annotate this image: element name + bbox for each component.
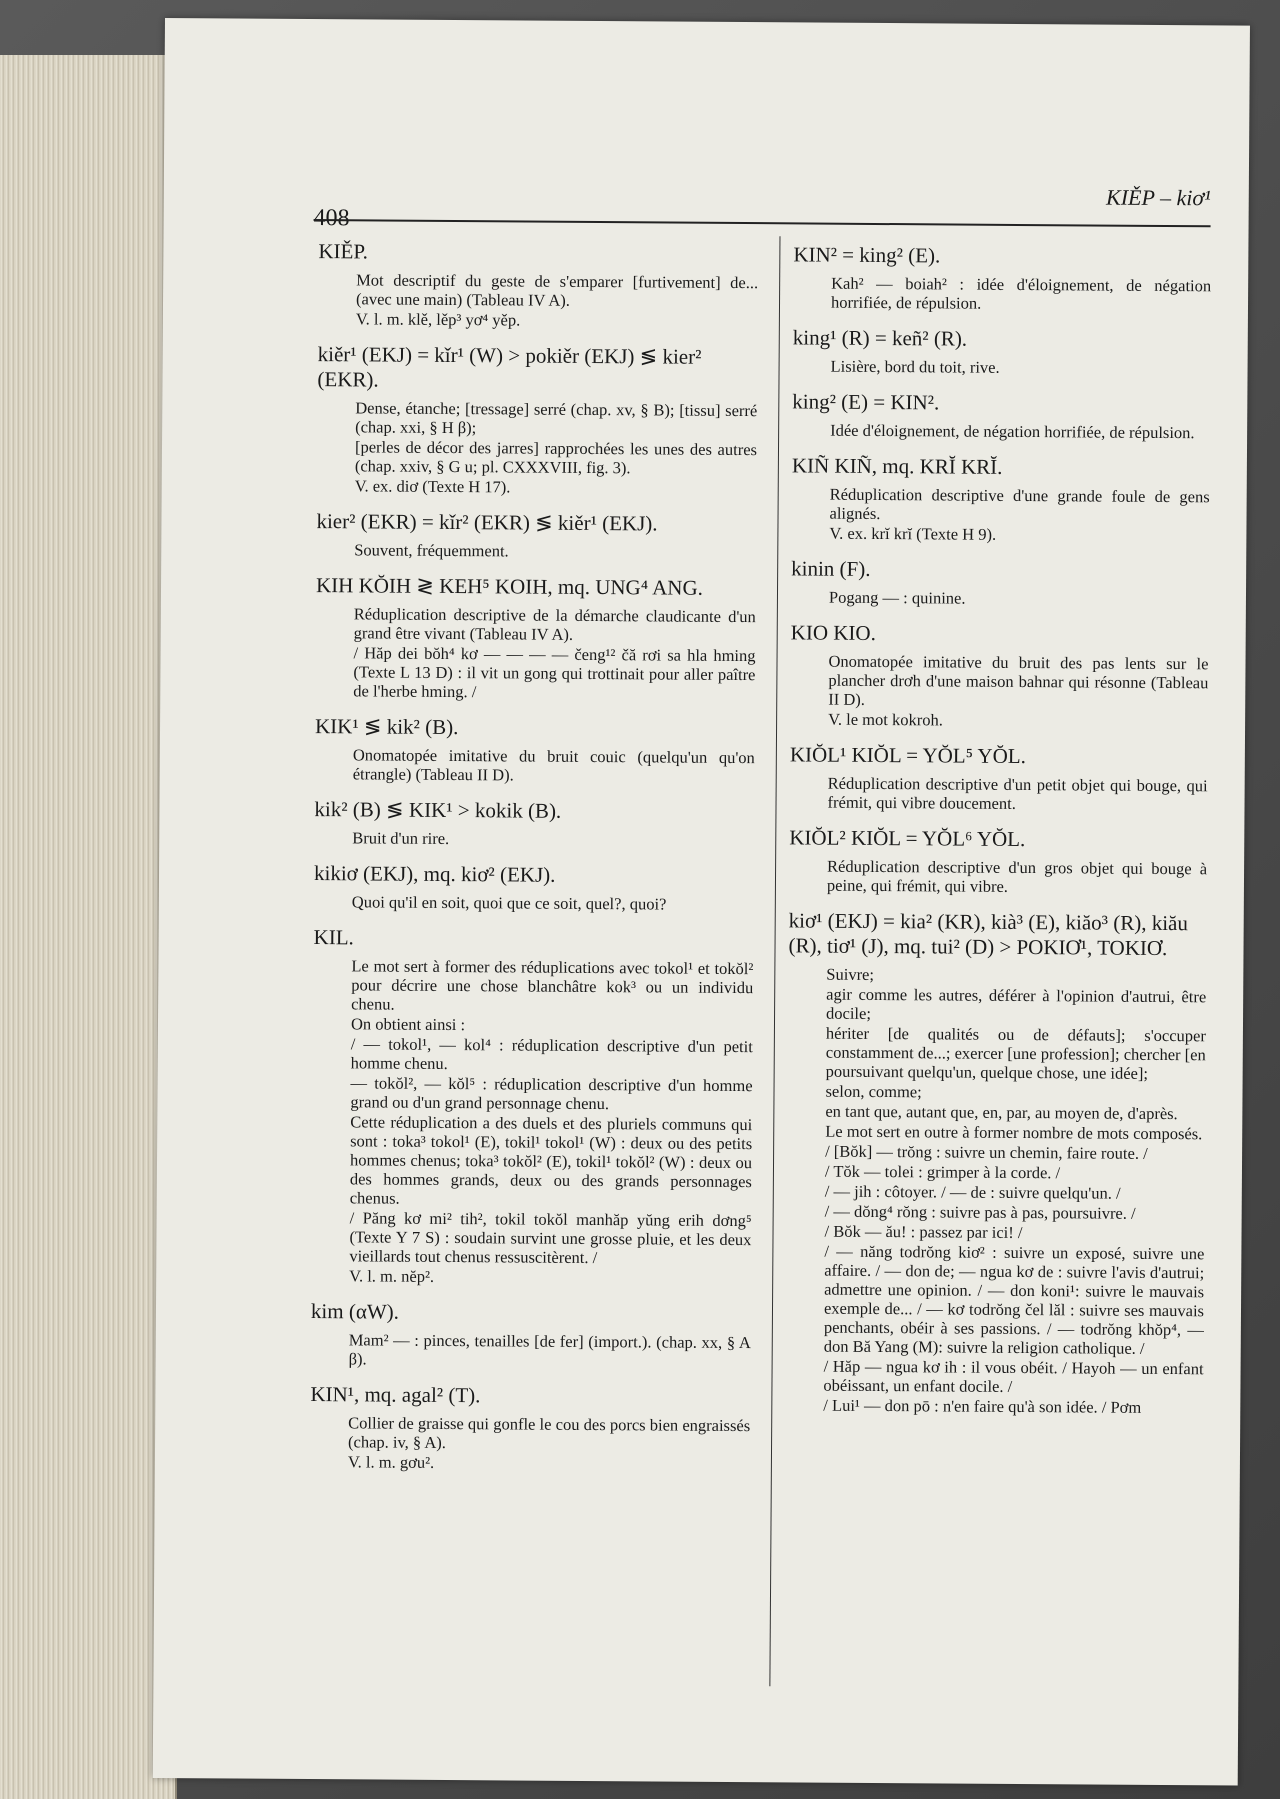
definition-line: / Hăp dei bŏh⁴ kơ — — — — čeng¹² čă rơi sa hla hming (Texte L 13 D) : il vit un gong qui trottinait pour aller paître de l'herbe hming. / [353,643,756,702]
column-divider [769,236,780,1686]
entry-headword: kier² (EKR) = kǐr² (EKR) ≶ kiěr¹ (EKJ). [316,509,658,536]
entry-definition [353,604,756,703]
definition-line: Réduplication descriptive d'un gros objet qui bouge à peine, qui frémit, qui vibre. [826,856,1208,896]
dictionary-entry [311,925,754,1288]
entry-definition [831,274,1211,315]
definition-line: Dense, étanche; [tressage] serré (chap. xv, § B); [tissu] serré (chap. xxi, § H β); [355,398,758,438]
definition-line: Suivre; [826,964,875,984]
entry-definition [348,1413,750,1474]
dictionary-entry [792,389,1210,442]
entry-headword: kik² (B) ≶ KIK¹ > kokik (B). [314,797,562,823]
definition-line: Onomatopée imitative du bruit des pas lents sur le plancher drơh d'une maison bahnar qui résonne (Tableau II D). [828,651,1209,709]
definition-line: Quoi qu'il en soit, quoi que ce soit, quel?, quoi? [351,892,667,914]
entry-definition [349,956,753,1288]
definition-line: / — jih : côtoyer. / — de : suivre quelqu'un. / [824,1181,1121,1203]
book-page [153,18,1250,1786]
entry-definition [827,857,1207,898]
definition-line: V. le mot kokroh. [828,709,943,730]
entry-headword: KIK¹ ≶ kik² (B). [314,714,459,740]
entry-headword: king² (E) = KIN². [792,389,940,415]
definition-line: Idée d'éloignement, de négation horrifiée, de répulsion. [830,420,1195,443]
definition-line: Réduplication descriptive d'une grande foule de gens alignés. [829,484,1210,524]
definition-line: Réduplication descriptive de la démarche claudicante d'un grand être vivant (Tableau IV A). [353,604,756,644]
entry-definition [827,774,1207,815]
entry-headword: king¹ (R) = keñ² (R). [792,325,968,351]
entry-definition [353,745,755,786]
definition-line: Mam² — : pinces, tenailles [de fer] (import.). (chap. xx, § A β). [348,1330,751,1369]
entry-headword: KIH KŎIH ≷ KEH⁵ KOIH, mq. UNG⁴ ANG. [315,573,703,600]
definition-line: / Bŏk — ău! : passez par ici! / [824,1221,1023,1243]
definition-line: V. ex. diơ (Texte H 17). [354,476,511,497]
definition-line: Le mot sert à former des réduplications avec tokol¹ et tokŏl² pour décrire une chose blanchâtre kok³ ou un individu chenu. [351,956,754,1014]
definition-line: en tant que, autant que, en, par, au moyen de, d'après. [825,1101,1178,1124]
entry-definition [354,540,756,562]
entry-headword: KIO KIO. [790,620,876,645]
entry-definition [831,357,1211,379]
definition-line: V. l. m. klě, lěp³ yơ⁴ yěp. [355,309,521,330]
entry-definition [829,588,1209,610]
header-rule [314,219,1211,227]
dictionary-entry [785,908,1207,1417]
entry-headword: kikiơ (EKJ), mq. kiơ² (EKJ). [313,861,556,887]
definition-line: / Păng kơ mi² tih², tokil tokŏl manhăp yŭng erih dơng⁵ (Texte Y 7 S) : soudain survint une grosse pluie, et les deux vieillards tout chenus ressuscitèrent. / [349,1208,752,1268]
right-column [785,242,1211,1431]
definition-line: Collier de graisse qui gonfle le cou des porcs bien engraissés (chap. iv, § A). [347,1413,751,1452]
definition-line: Pogang — : quinine. [828,587,966,608]
definition-line: Bruit d'un rire. [352,828,450,849]
dictionary-entry [310,1382,751,1474]
dictionary-entry [314,861,754,914]
definition-line: V. ex. krĭ krĭ (Texte H 9). [829,523,997,544]
definition-line: Souvent, fréquemment. [354,540,509,561]
definition-line: / — tokol¹, — kol⁴ : réduplication descriptive d'un petit homme chenu. [350,1034,753,1073]
definition-line: Réduplication descriptive d'un petit objet qui bouge, qui frémit, qui vibre doucement. [827,773,1208,813]
definition-line: hériter [de qualités ou de défauts]; s'occuper constamment de...; exercer [une profession]; chercher [en poursuivant quelqu'un, quelque chose, une idée]; [825,1023,1206,1083]
dictionary-entry [793,325,1211,378]
dictionary-entry [317,342,758,498]
entry-headword: kiơ¹ (EKJ) = kia² (KR), kià³ (E), kiăo³ (R), kiău (R), tiơ¹ (J), mq. tui² (D) > POKIƠ¹, TOKIƠ. [788,908,1189,961]
dictionary-entry [314,797,754,850]
book-page-edges [0,55,177,1799]
dictionary-entry [316,509,756,562]
dictionary-entry [789,742,1207,814]
dictionary-entry [315,714,755,786]
definition-line: Kah² — boiah² : idée d'éloignement, de négation horrifiée, de répulsion. [830,273,1212,313]
entry-headword: KIL. [313,925,354,950]
entry-headword: kinin (F). [791,556,871,581]
dictionary-entry [318,239,759,331]
entry-headword: kim (αW). [310,1299,400,1324]
definition-line: V. l. m. gơu². [347,1452,435,1472]
definition-line: / Tŏk — tolei : grimper à la corde. / [824,1161,1061,1183]
definition-line: — tokŏl², — kŏl⁵ : réduplication descriptive d'un homme grand ou d'un grand personnage chenu. [350,1073,753,1114]
entry-headword: KIN¹, mq. agal² (T). [310,1382,481,1408]
entry-definition [352,892,754,914]
dictionary-entry [790,620,1209,731]
dictionary-entry [311,1299,751,1371]
running-head: KIĚP – kiơ¹ [1105,184,1211,211]
dictionary-entry [315,573,756,703]
entry-definition [349,1330,751,1371]
entry-headword: KIN² = king² (E). [793,242,941,268]
left-column [310,239,759,1488]
entry-definition [830,421,1210,443]
definition-line: / — dŏng⁴ rŏng : suivre pas à pas, poursuivre. / [824,1201,1136,1223]
dictionary-entry [791,556,1209,609]
entry-headword: kiěr¹ (EKJ) = kǐr¹ (W) > pokiěr (EKJ) ≶ kier² (EKR). [317,342,702,392]
definition-line: / Lui¹ — don pō : n'en faire qu'à son idée. / Pơm [823,1395,1142,1417]
definition-line: V. l. m. nĕp². [349,1266,435,1286]
definition-line: Onomatopée imitative du bruit couic (quelqu'un qu'on étrangle) (Tableau II D). [352,745,755,785]
entry-definition [352,828,754,850]
entry-definition [828,652,1209,732]
entry-definition [355,398,758,498]
entry-headword: KIŎL¹ KIŎL = YŎL⁵ YŎL. [789,742,1026,769]
definition-line: Le mot sert en outre à former nombre de mots composés. [825,1121,1203,1144]
definition-line: Cette réduplication a des duels et des pluriels communs qui sont : toka³ tokol¹ (E), tokil¹ tokol¹ (W) : deux ou des petits hommes chenus; toka³ tokŏl² (E), tokil¹ tokŏl² (W) : deux ou des hommes grands, deux ou des grands personnages chenus. [349,1112,753,1208]
page-number: 408 [313,205,350,232]
entry-definition [829,485,1209,546]
definition-line: agir comme les autres, déférer à l'opinion d'autrui, être docile; [826,984,1207,1023]
definition-line: / [Bŏk] — trŏng : suivre un chemin, faire route. / [825,1141,1148,1163]
entry-definition [823,965,1206,1418]
entry-headword: KIĚP. [318,239,369,264]
entry-headword: KIŎL² KIŎL = YŎL⁶ YŎL. [789,825,1026,852]
entry-headword: KIÑ KIÑ, mq. KRĬ KRĬ. [791,453,1003,479]
definition-line: / Hăp — ngua kơ ih : il vous obéit. / Hayoh — un enfant obéissant, un enfant docile. / [823,1356,1204,1396]
dictionary-entry [789,825,1207,897]
dictionary-entry [793,242,1211,314]
definition-line: Lisière, bord du toit, rive. [830,356,1000,377]
definition-line: selon, comme; [825,1081,922,1102]
entry-definition [356,270,758,331]
definition-line: / — năng todrŏng kiơ² : suivre un exposé, suivre une affaire. / — don de; — ngua kơ de : suivre l'avis d'autrui; admettre une opinion. / — don koni¹: suivre le mauvais exemple de... / — kơ todrŏng čel lăl : suivre ses mauvais penchants, obéir à ses passions. / — todrŏng khŏp⁴, — don Bă Yang (M): suivre la religion catholique. / [823,1241,1205,1358]
definition-line: Mot descriptif du geste de s'emparer [furtivement] de... (avec une main) (Tableau IV A). [355,270,759,310]
definition-line: On obtient ainsi : [350,1014,466,1035]
definition-line: [perles de décor des jarres] rapprochées les unes des autres (chap. xxiv, § G u; pl. CXXXVIII, fig. 3). [354,437,758,478]
dictionary-entry [791,453,1210,545]
